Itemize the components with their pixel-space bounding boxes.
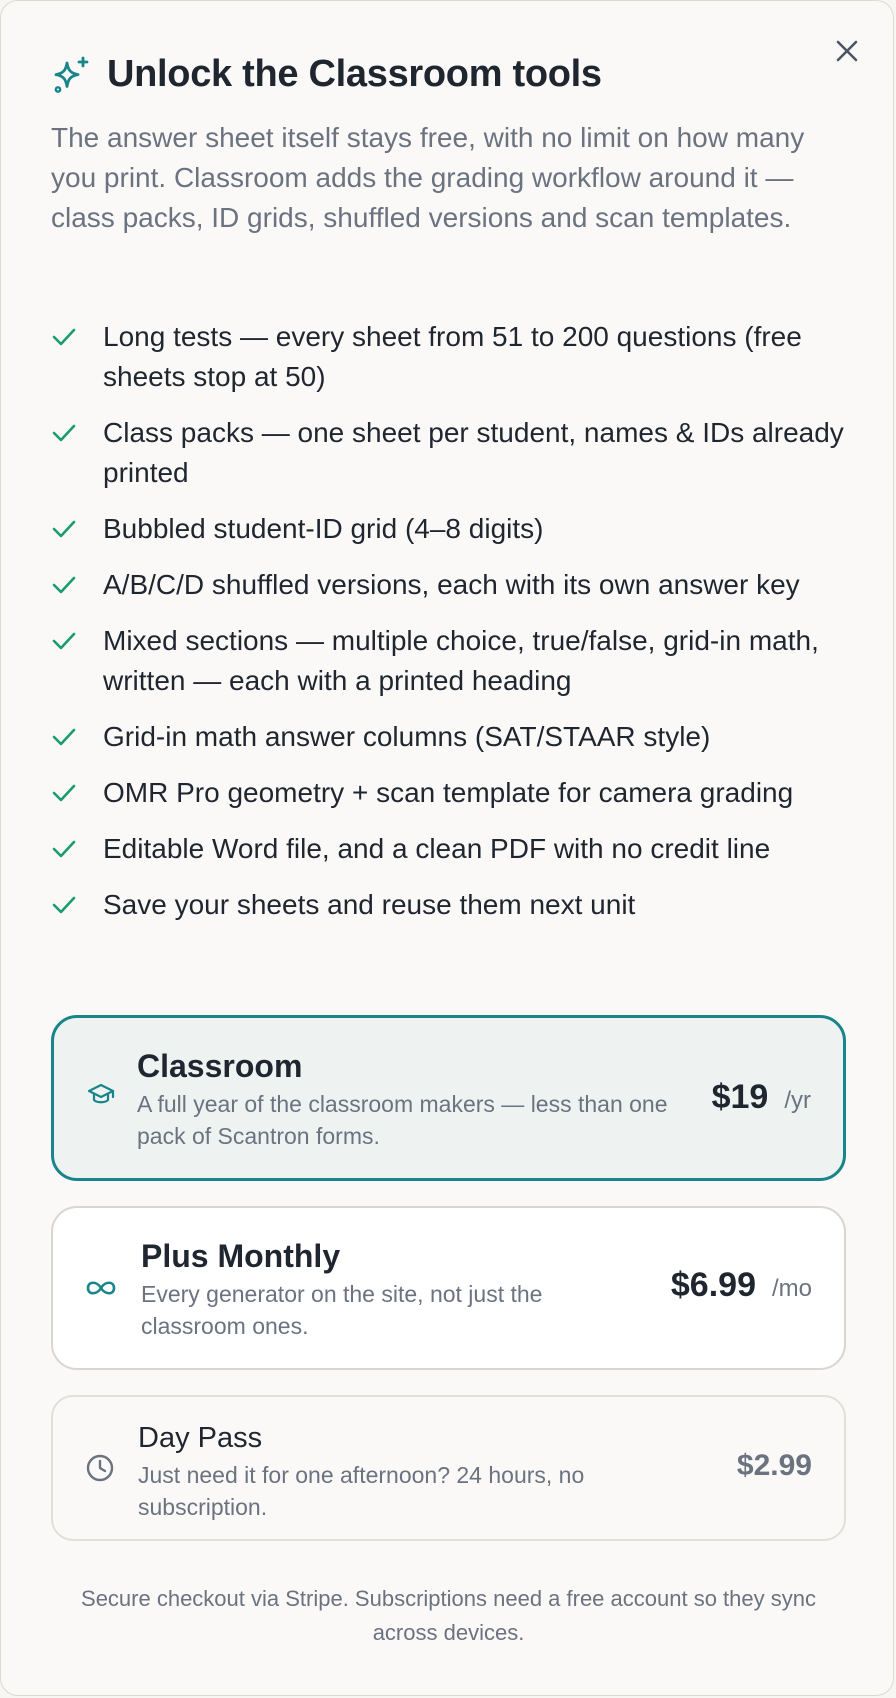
feature-item (51, 773, 851, 813)
price-period: /mo (771, 1275, 812, 1302)
plan-description: Just need it for one afternoon? 24 hours, no subscription. (138, 1462, 585, 1520)
check-icon (51, 895, 77, 915)
feature-item (51, 885, 851, 925)
feature-text: Grid-in math answer columns (SAT/STAAR style) (103, 721, 711, 752)
check-icon (51, 631, 77, 651)
feature-list (51, 317, 851, 941)
plan-name: Day Pass (138, 1422, 263, 1454)
feature-item (51, 317, 851, 397)
feature-text: Save your sheets and reuse them next unit (103, 889, 636, 920)
feature-text: Class packs — one sheet per student, names & IDs already printed (103, 417, 844, 488)
check-icon (51, 519, 77, 539)
price-amount: $6.99 (670, 1266, 756, 1304)
feature-item (51, 717, 851, 757)
graduation-cap-icon (86, 1080, 116, 1110)
feature-text: Mixed sections — multiple choice, true/false, grid-in math, written — each with a printed heading (103, 625, 819, 696)
check-icon (51, 423, 77, 443)
check-icon (51, 575, 77, 595)
check-icon (51, 783, 77, 803)
checkout-note: Secure checkout via Stripe. Subscriptions need a free account so they sync across devices. (81, 1586, 816, 1645)
feature-item (51, 621, 851, 701)
modal-header (51, 53, 602, 96)
check-icon (51, 727, 77, 747)
feature-text: A/B/C/D shuffled versions, each with its own answer key (103, 569, 800, 600)
price-period: /yr (784, 1087, 811, 1114)
price-amount: $19 (711, 1078, 769, 1116)
sparkles-icon (51, 55, 91, 95)
price-amount: $2.99 (736, 1449, 812, 1482)
plan-description: Every generator on the site, not just the classroom ones. (141, 1281, 543, 1339)
infinity-icon (85, 1274, 117, 1302)
plan-classroom-option[interactable] (51, 1015, 846, 1181)
close-icon (835, 39, 859, 63)
check-icon (51, 327, 77, 347)
modal-intro: The answer sheet itself stays free, with no limit on how many you print. Classroom adds the grading workflow around it — class packs, ID grids, shuffled versions and scan templates. (51, 122, 805, 233)
plan-description: A full year of the classroom makers — less than one pack of Scantron forms. (137, 1091, 668, 1149)
plan-monthly-option[interactable] (51, 1206, 846, 1370)
feature-item (51, 565, 851, 605)
plan-daypass-option[interactable] (51, 1395, 846, 1541)
check-icon (51, 839, 77, 859)
modal-title: Unlock the Classroom tools (107, 53, 602, 95)
feature-text: OMR Pro geometry + scan template for camera grading (103, 777, 794, 808)
plan-price (671, 1266, 812, 1305)
feature-item (51, 829, 851, 869)
plan-name: Plus Monthly (141, 1238, 341, 1274)
feature-text: Editable Word file, and a clean PDF with no credit line (103, 833, 771, 864)
feature-text: Long tests — every sheet from 51 to 200 questions (free sheets stop at 50) (103, 321, 802, 392)
close-button[interactable] (830, 34, 864, 68)
clock-icon (85, 1453, 115, 1483)
plan-price (712, 1078, 811, 1117)
feature-item (51, 509, 851, 549)
plan-price (737, 1449, 812, 1483)
feature-text: Bubbled student-ID grid (4–8 digits) (103, 513, 544, 544)
plan-name: Classroom (137, 1048, 303, 1084)
feature-item (51, 413, 851, 493)
